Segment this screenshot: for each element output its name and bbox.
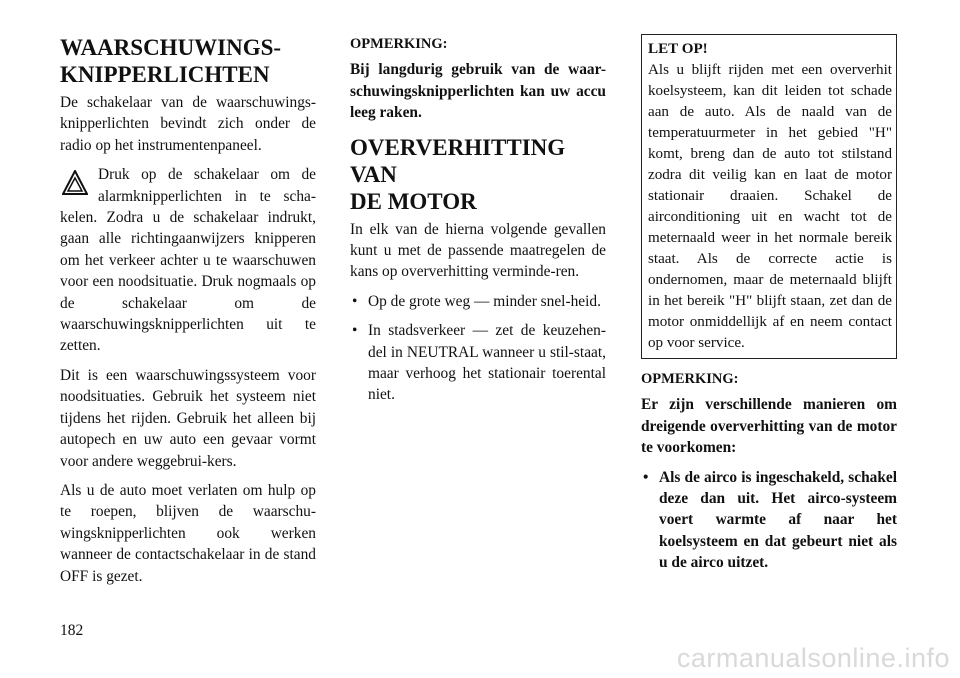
page-number: 182	[60, 622, 84, 639]
column-right	[641, 34, 897, 582]
paragraph-leave-vehicle: Als u de auto moet verlaten om hulp op te roepen, blijven de waarschu-wingsknipperlichten ook werken wanneer de contactschakelaar in de stand OFF is gezet.	[60, 481, 316, 585]
section-heading-hazard-lights	[60, 34, 316, 88]
caution-text: Als u blijft rijden met een oververhit koelsysteem, kan dit leiden tot schade aan de auto. Als de naald van de temperatuurmeter in het gebied "H" komt, breng dan de auto tot stilstand zodra dit veilig kan en laat de motor stationair draaien. Schakel de airconditioning uit en wacht tot de meternaald weer in het normale bereik staat. Als de correcte actie is ondernomen, maar de meternaald blijft in het bereik "H" blijft staan, zet dan de motor onmiddellijk af en neem contact op voor service.	[648, 62, 892, 351]
hazard-instruction-block	[60, 164, 316, 357]
prevent-overheating-list	[641, 467, 897, 574]
heading-line-1: WAARSCHUWINGS-	[60, 35, 282, 60]
note-label: OPMERKING:	[641, 371, 739, 387]
watermark: carmanualsonline.info	[676, 643, 950, 673]
hazard-triangle-icon	[62, 170, 88, 196]
list-item: • In stadsverkeer — zet de keuzehen-del in NEUTRAL wanneer u stil-staat, maar verhoog het stationair toerental niet.	[350, 320, 606, 406]
heading-line-1: OVERVERHITTING VAN	[350, 134, 566, 187]
paragraph-switch-location: De schakelaar van de waarschuwings-knipperlichten bevindt zich onder de radio op het instrumentenpaneel.	[60, 94, 316, 154]
column-left	[60, 34, 316, 595]
heading-line-2: DE MOTOR	[350, 188, 477, 214]
paragraph-overheating-intro: In elk van de hierna volgende gevallen kunt u met de passende maatregelen de kans op oververhitting verminde-ren.	[350, 220, 606, 281]
overheating-tips-list	[350, 291, 606, 406]
section-heading-engine-overheating	[350, 134, 606, 215]
caution-box	[641, 34, 897, 359]
paragraph-emergency-system: Dit is een waarschuwingssysteem voor noodsituaties. Gebruik het systeem niet tijdens het rijden. Gebruik het alleen bij autopech en uw auto een gevaar vormt voor andere weggebrui-kers.	[60, 366, 316, 470]
note-battery-drain: Bij langdurig gebruik van de waar-schuwingsknipperlichten kan uw accu leeg raken.	[350, 61, 606, 122]
column-middle	[350, 34, 606, 414]
heading-line-2: KNIPPERLICHTEN	[60, 62, 270, 87]
list-item: • Op de grote weg — minder snel-heid.	[350, 291, 606, 312]
caution-title: LET OP!	[648, 41, 708, 57]
paragraph-hazard-instructions: Druk op de schakelaar om de alarmknipperlichten in te scha-kelen. Zodra u de schakelaar indrukt, gaan alle richtingaanwijzers knipperen om het verkeer achter u te waarschuwen voor een noodsituatie. Druk nogmaals op de schakelaar om de waarschuwingsknipperlichten uit te zetten.	[60, 166, 316, 355]
note-prevent-overheating: Er zijn verschillende manieren om dreigende oververhitting van de motor te voorkomen:	[641, 396, 897, 457]
list-item: • Als de airco is ingeschakeld, schakel deze dan uit. Het airco-systeem voert warmte af naar het koelsysteem en dat gebeurt niet als u de airco uitzet.	[641, 467, 897, 574]
note-label: OPMERKING:	[350, 36, 448, 52]
